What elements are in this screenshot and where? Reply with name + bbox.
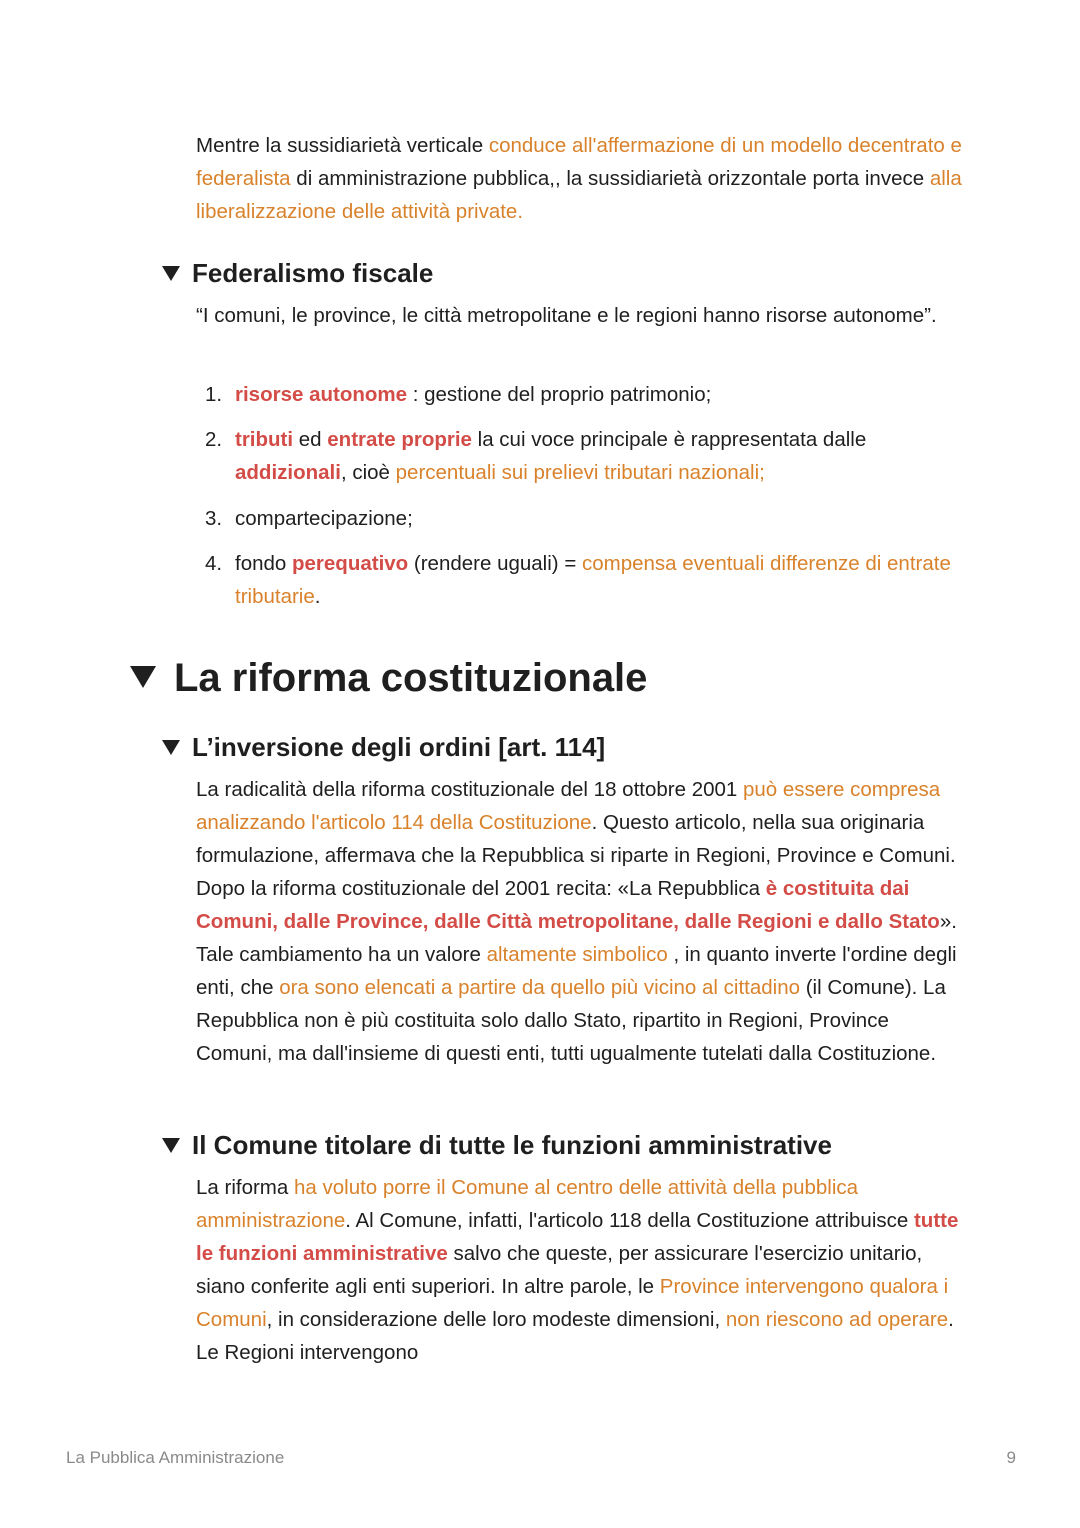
- toggle-triangle-icon[interactable]: [162, 740, 180, 755]
- page-number: 9: [1006, 1448, 1016, 1467]
- comune-paragraph: La riforma ha voluto porre il Comune al centro delle attività della pubblica amministrazione. Al Comune, infatti, l'articolo 118 della Costituzione attribuisce tutte le funzioni amministrative salvo che queste, per assicurare l'esercizio unitario, siano conferite agli enti superiori. In altre parole, le Province intervengono qualora i Comuni, in considerazione delle loro modeste dimensioni, non riescono ad operare. Le Regioni intervengono: [196, 1176, 959, 1364]
- list-item: 3. compartecipazione;: [205, 507, 413, 530]
- toggle-triangle-icon[interactable]: [162, 1138, 180, 1153]
- list-item: 4. fondo perequativo (rendere uguali) = compensa eventuali differenze di entrate tributarie.: [205, 552, 951, 608]
- section-heading: Federalismo fiscale: [192, 258, 434, 288]
- section-heading: L’inversione degli ordini [art. 114]: [192, 732, 606, 762]
- section-heading: Il Comune titolare di tutte le funzioni amministrative: [192, 1130, 832, 1160]
- section-heading: La riforma costituzionale: [174, 656, 648, 700]
- toggle-triangle-icon[interactable]: [130, 666, 156, 688]
- toggle-riforma-costituzionale[interactable]: [130, 653, 647, 703]
- list-item: 2. tributi ed entrate proprie la cui voce principale è rappresentata dalle addizionali, cioè percentuali sui prelievi tributari nazionali;: [205, 428, 867, 484]
- quote-paragraph: “I comuni, le province, le città metropolitane e le regioni hanno risorse autonome”.: [196, 304, 937, 327]
- footer-title: La Pubblica Amministrazione: [66, 1448, 285, 1467]
- highlight-text: conduce all'affermazione di un modello decentrato e federalista: [196, 134, 962, 190]
- intro-paragraph: Mentre la sussidiarietà verticale conduce all'affermazione di un modello decentrato e federalista di amministrazione pubblica,, la sussidiarietà orizzontale porta invece alla liberalizzazione delle attività private.: [196, 134, 962, 223]
- inversione-paragraph: La radicalità della riforma costituzionale del 18 ottobre 2001 può essere compresa analizzando l'articolo 114 della Costituzione. Questo articolo, nella sua originaria formulazione, affermava che la Repubblica si riparte in Regioni, Province e Comuni. Dopo la riforma costituzionale del 2001 recita: «La Repubblica è costituita dai Comuni, dalle Province, dalle Città metropolitane, dalle Regioni e dallo Stato». Tale cambiamento ha un valore altamente simbolico , in quanto inverte l'ordine degli enti, che ora sono elencati a partire da quello più vicino al cittadino (il Comune). La Repubblica non è più costituita solo dallo Stato, ripartito in Regioni, Province Comuni, ma dall'insieme di questi enti, tutti ugualmente tutelati dalla Costituzione.: [196, 778, 957, 1065]
- highlight-text: alla liberalizzazione delle attività private.: [196, 167, 962, 223]
- toggle-comune-titolare[interactable]: [162, 1128, 832, 1162]
- toggle-inversione-ordini[interactable]: [162, 730, 605, 764]
- list-item: 1. risorse autonome : gestione del proprio patrimonio;: [205, 383, 712, 406]
- toggle-triangle-icon[interactable]: [162, 266, 180, 281]
- toggle-federalismo-fiscale[interactable]: [162, 256, 433, 290]
